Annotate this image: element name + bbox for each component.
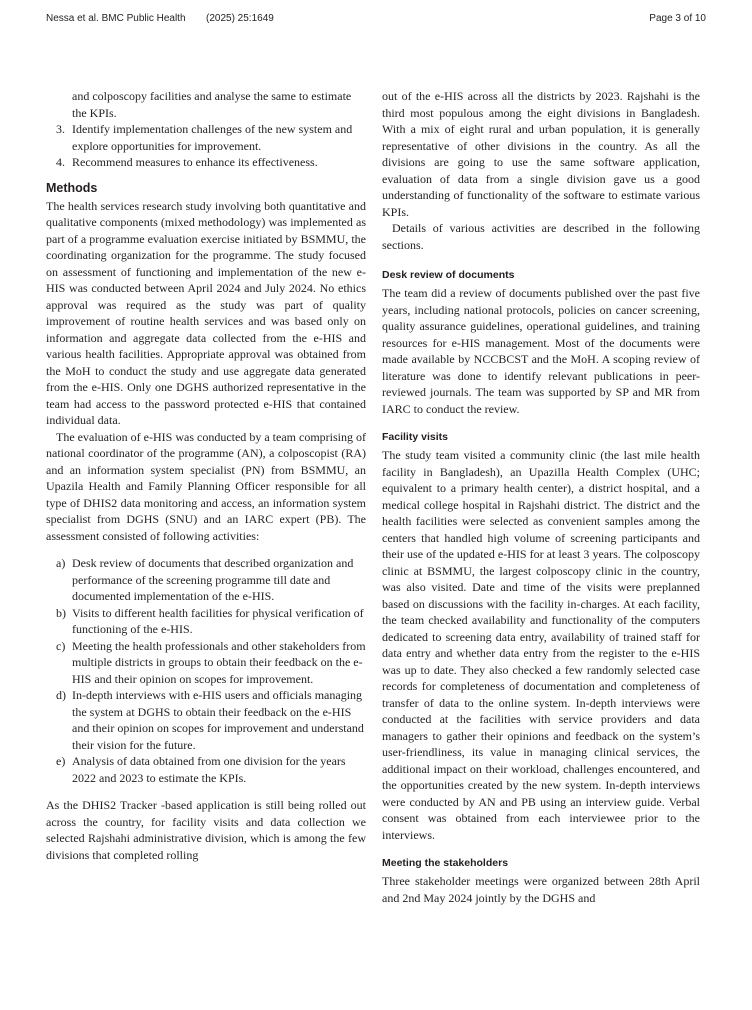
desk-review-paragraph: The team did a review of documents published over the past five years, including national protocols, policies on cancer screening, quality assurance guidelines, operational guidelines, and training resources for e-HIS management. Most of the documents were made available by NCCBCST and the MoH. A scoping review of literature was done to identify relevant publications in peer-reviewed journals. The team was supported by SP and MR from IARC to conduct the review. <box>382 286 700 416</box>
list-item-text: Identify implementation challenges of the new system and explore opportunities for improvement. <box>72 122 353 153</box>
list-item-text: In-depth interviews with e-HIS users and officials managing the system at DGHS to obtain their feedback on the e-HIS and their opinion on scopes for improvement and understand their vision for the future. <box>72 688 364 752</box>
details-paragraph: Details of various activities are described in the following sections. <box>382 221 700 252</box>
activities-list <box>46 555 366 786</box>
objective-continuation: and colposcopy facilities and analyse the same to estimate the KPIs. <box>72 89 352 120</box>
list-item <box>46 638 366 688</box>
list-marker: b) <box>56 605 66 620</box>
list-marker: e) <box>56 754 66 768</box>
objectives-list <box>46 121 366 171</box>
left-column <box>46 88 366 863</box>
list-item-text: Recommend measures to enhance its effectiveness. <box>72 155 318 169</box>
team-paragraph: The evaluation of e-HIS was conducted by a team comprising of national coordinator of the programme (AN), a colposcopist (RA) and an information system specialist (PN) from BSMMU, an Upazila Health and Family Planning Officer responsible for all type of DHIS2 data monitoring and access, an information system specialist from DGHS (SNU) and an IARC expert (PB). The assessment consisted of following activities: <box>46 429 366 543</box>
list-marker: a) <box>56 556 66 570</box>
list-item-text: Analysis of data obtained from one division for the years 2022 and 2023 to estimate the KPIs. <box>72 754 346 785</box>
list-marker: 4. <box>56 155 65 169</box>
volume-info: (2025) 25:1649 <box>206 13 274 24</box>
list-marker: d) <box>56 688 66 702</box>
stakeholders-heading: Meeting the stakeholders <box>382 857 509 869</box>
list-item <box>46 154 366 171</box>
division-paragraph: As the DHIS2 Tracker -based application is still being rolled out across the country, for facility visits and data collection we selected Rajshahi administrative division, which is among the few divisions that completed rolling <box>46 798 366 862</box>
desk-review-heading: Desk review of documents <box>382 269 515 281</box>
stakeholders-paragraph: Three stakeholder meetings were organized between 28th April and 2nd May 2024 jointly by the DGHS and <box>382 874 700 905</box>
list-item <box>46 121 366 154</box>
journal-citation: Nessa et al. BMC Public Health <box>46 13 186 24</box>
list-item-text: Meeting the health professionals and other stakeholders from multiple districts in groups to obtain their feedback on the e-HIS and their opinion on scopes for improvement. <box>72 638 366 686</box>
right-column <box>382 88 700 906</box>
list-item-text: Desk review of documents that described organization and performance of the screening programme till date and documented implementation of the e-HIS. <box>72 556 354 603</box>
list-item <box>46 605 366 638</box>
facility-visits-paragraph: The study team visited a community clinic (the last mile health facility in Bangladesh), an Upazilla Health Complex (UHC; equivalent to a primary health center), a district hospital, and a medical college hospital in Rajshahi district. The district and the health facilities were selected as convenient samples among the centers that handled high volume of screening participants and their use of the updated e-HIS for at least 3 years. The colposcopy clinic at BSMMU, the largest colposcopy clinic in the country, was also visited. Date and time of the visits were preplanned based on discussions with the facility in-charges. At each facility, the team checked availability and functionality of the computers dedicated to screening data entry, availability of trained staff for data entry and whether data entry from the register to the e-HIS was up to date. They also checked a few randomly selected case records for completeness of documentation and completeness of transfer of data to the online system. In-depth interviews were conducted at the facilities with service providers and data managers to gather their opinions and feedback on the system’s user-friendliness, its value in managing clinical services, the additional impact on their workload, challenges encountered, and the opportunities created by the new system. In-depth interviews were conducted by AN and PB using an interview guide. Verbal consent was obtained from each interviewee prior to the interviews. <box>382 448 700 842</box>
methods-paragraph: The health services research study involving both quantitative and qualitative components (mixed methodology) was implemented as part of a programme evaluation exercise initiated by BSMMU, the coordinating organization for the programme. The study focused on assessment of functioning and implementation of the new e-HIS was conducted between April 2024 and July 2024. No ethics approval was required as the study was part of quality improvement of routine health services and was based only on information and aggregate data collected from the e-HIS and various health facilities. Appropriate approval was obtained from the MoH to conduct the study and use aggregate data generated from the e-HIS. Only one DGHS authorized representative in the team had access to the password protected e-HIS that contained individual data. <box>46 198 366 427</box>
list-marker: 3. <box>56 122 65 136</box>
list-item <box>46 555 366 605</box>
list-item-text: Visits to different health facilities for physical verification of functioning of the e-HIS. <box>72 605 364 636</box>
rajshahi-paragraph: out of the e-HIS across all the districts by 2023. Rajshahi is the third most populous among the eight divisions in Bangladesh. With a mix of eight rural and urban population, it is generally representative of other divisions in the country. As all the divisions are going to use the same software application, evaluation of data from a single division gave us a good understanding of functionality of the software to estimate various KPIs. <box>382 89 700 219</box>
running-header <box>46 11 706 27</box>
list-marker: c) <box>56 638 66 653</box>
list-item <box>46 753 366 786</box>
facility-visits-heading: Facility visits <box>382 431 448 443</box>
methods-heading: Methods <box>46 180 98 195</box>
page-number: Page 3 of 10 <box>649 13 706 24</box>
list-item <box>46 687 366 753</box>
